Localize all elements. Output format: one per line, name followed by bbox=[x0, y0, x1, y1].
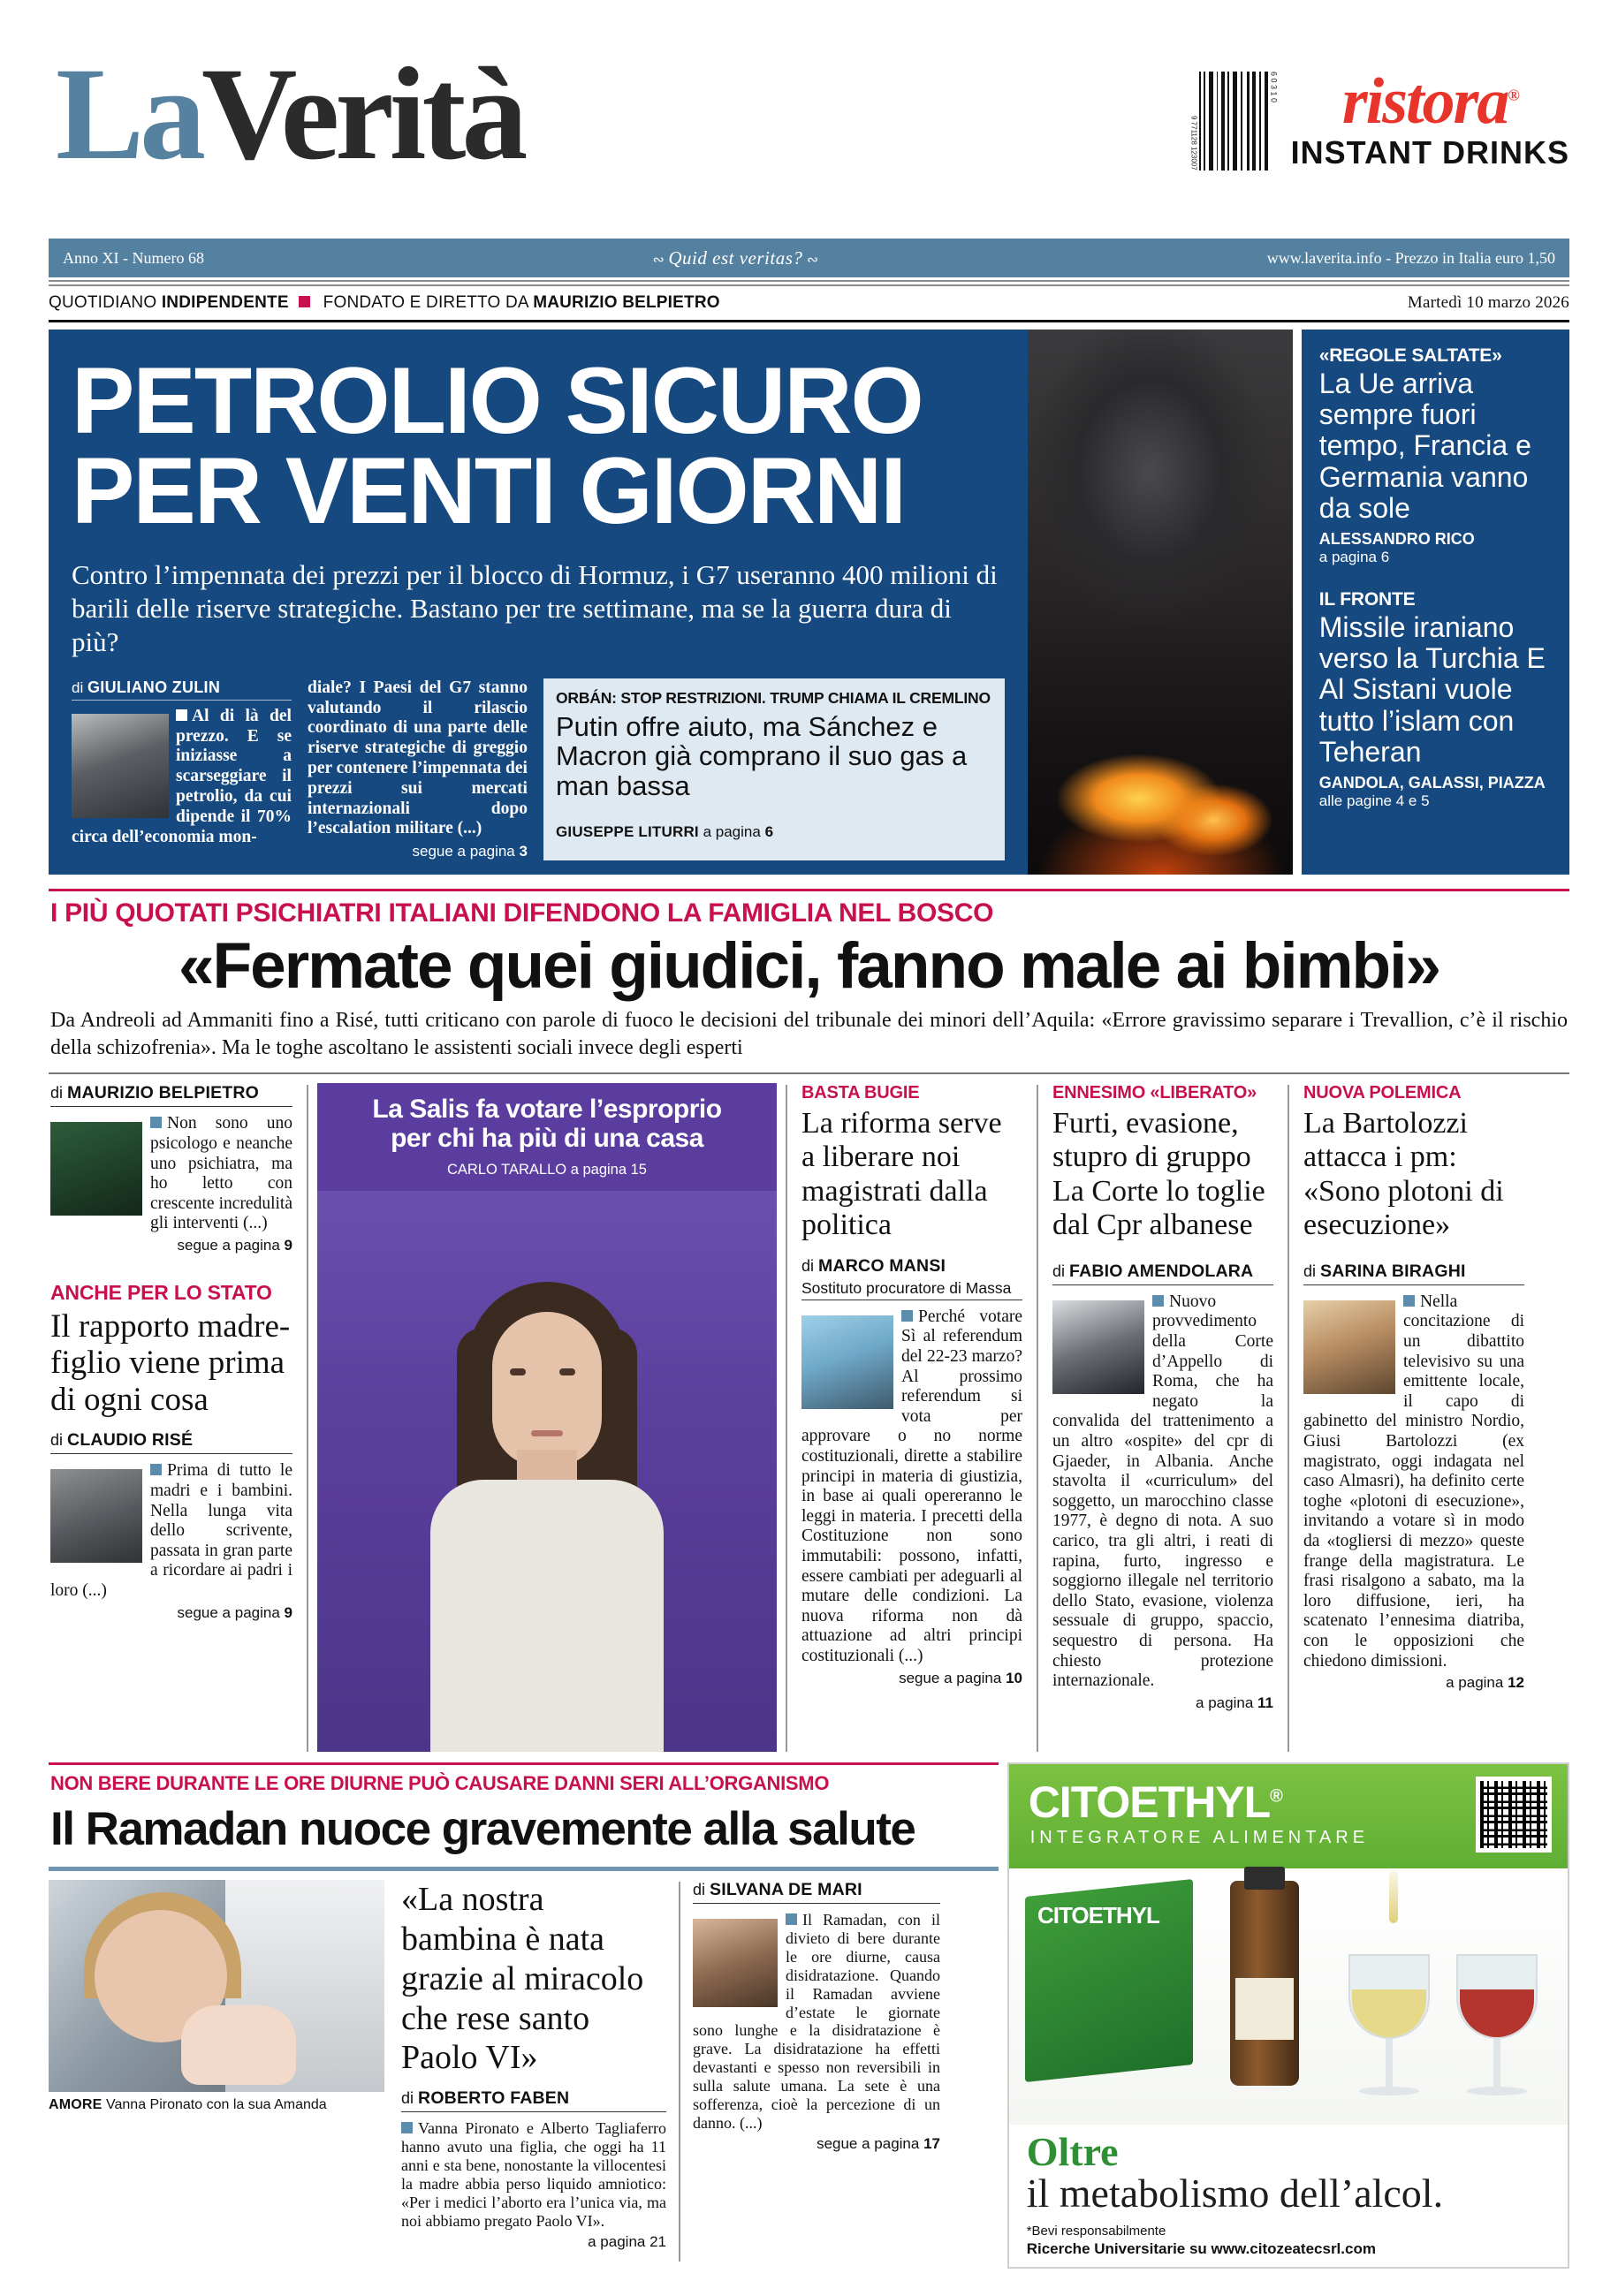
mansi-headline[interactable]: La riforma serve a liberare noi magistrati dalla politica bbox=[801, 1107, 1002, 1241]
author-photo-biraghi bbox=[1303, 1300, 1395, 1394]
lead-col-left bbox=[72, 678, 292, 861]
ristora-ad[interactable] bbox=[1290, 65, 1569, 171]
rules-group bbox=[49, 280, 1569, 286]
mansi-byline-pre: di bbox=[801, 1256, 815, 1275]
column-biraghi bbox=[1289, 1083, 1538, 1752]
motto: Quid est veritas? bbox=[668, 246, 803, 269]
newspaper-logo[interactable] bbox=[49, 41, 524, 187]
masthead bbox=[49, 0, 1569, 239]
caption-label: AMORE bbox=[49, 2097, 103, 2113]
salis-headline-line1: La Salis fa votare l’esproprio bbox=[372, 1095, 722, 1125]
wine-glass-white bbox=[1336, 1954, 1442, 2109]
pour-stream-icon bbox=[1389, 1870, 1398, 1923]
biraghi-segue[interactable] bbox=[1303, 1674, 1524, 1692]
miracle-col bbox=[401, 1880, 666, 2262]
rule-blue-sec3 bbox=[49, 1867, 999, 1871]
side-a-author: ALESSANDRO RICO bbox=[1318, 529, 1475, 548]
mansi-body bbox=[801, 1307, 1022, 1667]
rise-segue[interactable] bbox=[50, 1604, 292, 1622]
registered-icon: ® bbox=[1270, 1786, 1282, 1807]
bullet-square-icon bbox=[401, 2122, 413, 2133]
lead-byline bbox=[72, 678, 292, 701]
demari-author: SILVANA DE MARI bbox=[710, 1880, 862, 1900]
sec3-columns bbox=[49, 1880, 999, 2262]
bullet-square-icon bbox=[176, 709, 187, 721]
swirl-right-icon: ∾ bbox=[806, 252, 819, 268]
ristora-wordmark bbox=[1291, 65, 1569, 138]
motto-wrap bbox=[652, 247, 818, 269]
qr-code[interactable] bbox=[1476, 1777, 1552, 1853]
column-salis[interactable] bbox=[308, 1083, 786, 1752]
rise-segue-label: segue a pagina bbox=[177, 1603, 280, 1621]
dek-pre: QUOTIDIANO bbox=[49, 293, 157, 312]
masthead-right bbox=[1189, 55, 1569, 171]
caption-text: Vanna Pironato con la sua Amanda bbox=[106, 2097, 327, 2113]
rise-body bbox=[50, 1461, 292, 1601]
side-a-credit[interactable] bbox=[1319, 530, 1553, 566]
author-photo-mansi bbox=[801, 1315, 893, 1409]
sec2-kicker: I PIÙ QUOTATI PSICHIATRI ITALIANI DIFENDONO LA FAMIGLIA NEL BOSCO bbox=[50, 898, 994, 928]
side-b-headline[interactable]: Missile iraniano verso la Turchia E Al Sistani vuole tutto l’islam con Teheran bbox=[1318, 610, 1546, 768]
demari-segue-label: segue a pagina bbox=[817, 2134, 920, 2152]
ad-fineprint-1: *Bevi responsabilmente bbox=[1026, 2223, 1166, 2239]
amendolara-segue-page: 11 bbox=[1257, 1694, 1273, 1711]
orban-box[interactable] bbox=[543, 678, 1005, 861]
side-a-headline[interactable]: La Ue arriva sempre fuori tempo, Francia e Germania vanno da sole bbox=[1318, 368, 1531, 524]
byline-author: GIULIANO ZULIN bbox=[87, 678, 221, 696]
ad-claim-line1: Oltre bbox=[1026, 2129, 1119, 2175]
amendolara-segue[interactable] bbox=[1052, 1694, 1273, 1712]
lead-body-2 bbox=[308, 678, 528, 840]
product-bottle bbox=[1230, 1881, 1299, 2086]
salis-banner bbox=[317, 1083, 777, 1191]
sec2-standfirst: Da Andreoli ad Ammaniti fino a Risé, tutti criticano con parole di fuoco le decisioni del tribunale dei minori dell’Aquila: «Errore gravissimo separare i Trevallion, c’è il rischio della schizofrenia». Ma le toghe ascoltano le assistenti sociali invece degli esperti bbox=[50, 1009, 1568, 1060]
ad-claim-line2: il metabolismo dell’alcol. bbox=[1026, 2171, 1444, 2216]
faben-byline-pre: di bbox=[401, 2089, 414, 2108]
demari-segue[interactable] bbox=[693, 2135, 940, 2153]
biraghi-body-text: Nella concitazione di un dibattito televisivo su una emittente locale, il capo di gabinetto del ministro Nordio, Giusi Bartolozzi (ex magistrato, oggi indagata nel caso Almasri), ha definito certe toghe «plotoni di esecuzione», invitando a votare sì in modo da «togliersi di mezzo» queste frange della magistratura. Le frasi risalgono a sabato, ma la loro diffusione, ieri, ha scatenato l’ennesima diatriba, con le opposizioni che chiedono dimissioni. bbox=[1303, 1292, 1524, 1671]
faben-body bbox=[401, 2119, 666, 2230]
rise-byline-pre: di bbox=[50, 1431, 64, 1450]
salis-photo bbox=[317, 1191, 777, 1752]
demari-body-text: Il Ramadan, con il divieto di bere durante le ore diurne, causa disidratazione. Quando il Ramadan avviene d’estate le giornate sono lunghe e la disidratazione è grave. La disidratazione ha effetti devastanti e spesso non reversibili in sulla salute umana. La sete è una sofferenza, cioè la percezione di un danno. (...) bbox=[693, 1911, 940, 2132]
logo-la: La bbox=[56, 41, 202, 187]
biraghi-headline[interactable]: La Bartolozzi attacca i pm: «Sono plotoni di esecuzione» bbox=[1303, 1107, 1504, 1241]
logo-verita: Verità bbox=[201, 41, 524, 187]
section-psychiatrists bbox=[49, 889, 1569, 1752]
section-ramadan bbox=[49, 1762, 1569, 2269]
barcode bbox=[1189, 72, 1279, 171]
publication-date: Martedì 10 marzo 2026 bbox=[1407, 293, 1569, 312]
author-photo-amendolara bbox=[1052, 1300, 1144, 1394]
ad-brand-text: CITOETHYL bbox=[1028, 1777, 1271, 1828]
salis-author: CARLO TARALLO bbox=[447, 1162, 567, 1178]
lead-headline bbox=[72, 347, 1005, 543]
lead-body-text-2: diale? I Paesi del G7 stanno valutando il rilascio coordinato di una parte delle riserve strategiche di greggio per contenere l’impennata dei prezzi sui mercati internazionali dopo l’escalation militare (...) bbox=[307, 678, 528, 838]
ad-product-image bbox=[1009, 1868, 1568, 2125]
swirl-left-icon: ∾ bbox=[652, 252, 665, 268]
ristora-brand-text: ristora bbox=[1341, 65, 1508, 138]
lead-headline-line2: PER VENTI GIORNI bbox=[72, 436, 906, 543]
dek-mid: FONDATO E DIRETTO DA bbox=[323, 293, 528, 312]
biraghi-kicker: NUOVA POLEMICA bbox=[1303, 1083, 1462, 1103]
side-b-author: GANDOLA, GALASSI, PIAZZA bbox=[1318, 773, 1546, 792]
bullet-square-icon bbox=[150, 1464, 162, 1475]
salis-page: a pagina 15 bbox=[570, 1162, 647, 1178]
biraghi-body bbox=[1303, 1292, 1524, 1672]
rise-kicker: ANCHE PER LO STATO bbox=[50, 1281, 272, 1305]
barcode-digits: 9 771128 123007 bbox=[1189, 116, 1198, 171]
belpietro-segue[interactable] bbox=[50, 1237, 292, 1254]
salis-headline bbox=[328, 1095, 766, 1153]
dek-director: MAURIZIO BELPIETRO bbox=[533, 293, 720, 312]
rule-thin-sec2 bbox=[49, 1072, 1569, 1074]
amendolara-headline[interactable]: Furti, evasione, stupro di gruppo La Corte lo toglie dal Cpr albanese bbox=[1052, 1107, 1265, 1241]
issue-number: Anno XI - Numero 68 bbox=[63, 248, 204, 267]
mansi-segue[interactable] bbox=[801, 1670, 1022, 1687]
dek-bar bbox=[49, 286, 1569, 320]
ramadan-photo-col bbox=[49, 1880, 389, 2262]
side-a-page: a pagina 6 bbox=[1318, 548, 1390, 565]
side-b-credit[interactable] bbox=[1319, 774, 1553, 810]
sec2-headline[interactable]: «Fermate quei giudici, fanno male ai bimbi» bbox=[178, 930, 1440, 1002]
faben-page[interactable]: a pagina 21 bbox=[588, 2232, 666, 2250]
lead-side-column bbox=[1302, 330, 1569, 875]
amendolara-body-text: Nuovo provvedimento della Corte d’Appello di Roma, che ha negato la convalida del trattenimento a un altro «ospite» del cpr di Gjaeder, in Albania. Anche stavolta il «curriculum» del soggetto, un marocchino classe 1977, è degno di nota. A suo carico, tra gli altri, i reati di rapina, furto, ingresso e soggiorno illegale nel territorio dello Stato, evasione, violenza sessuale di gruppo, spaccio, sequestro di persona. Ha chiesto protezione internazionale. bbox=[1052, 1292, 1273, 1691]
mansi-kicker: BASTA BUGIE bbox=[801, 1083, 920, 1103]
mansi-body-text: Perché votare Sì al referendum del 22-23 marzo? Al prossimo referendum si vota per approvare o no norme costituzionali, dirette a stabilire principi in materia di giustizia, in base ai quali opereranno le leggi in materia. I precetti della Costituzione non sono immutabili: possono, infatti, essere cambiati per adeguarli al mutare delle condizioni. La nuova riforma non dà attuazione ad altri principi costituzionali (...) bbox=[801, 1307, 1022, 1666]
byline-pre: di bbox=[72, 678, 84, 696]
ramadan-left bbox=[49, 1762, 999, 2269]
sec3-headline[interactable]: Il Ramadan nuoce gravemente alla salute bbox=[50, 1803, 915, 1856]
rise-body-text: Prima di tutto le madri e i bambini. Nella lunga vita dello scrivente, passata in gran parte a ricordare ai padri i loro (...) bbox=[50, 1461, 292, 1600]
biraghi-byline-pre: di bbox=[1303, 1262, 1317, 1280]
dek-independent: INDIPENDENTE bbox=[161, 293, 289, 312]
amendolara-author: FABIO AMENDOLARA bbox=[1069, 1261, 1254, 1281]
orban-credit[interactable] bbox=[556, 823, 992, 841]
lead-subhead: Contro l’impennata dei prezzi per il blocco di Hormuz, i G7 useranno 400 milioni di barili delle riserve strategiche. Bastano per tre settimane, ma se la guerra dura di più? bbox=[72, 559, 998, 657]
ad-fineprint-2[interactable]: Ricerche Universitarie su www.citozeatecsrl.com bbox=[1026, 2239, 1376, 2257]
belpietro-body-text: Non sono uno psicologo e neanche uno psichiatra, ma ho letto con crescente incredulità gli interventi (...) bbox=[150, 1114, 292, 1233]
mansi-byline bbox=[801, 1256, 1022, 1279]
barcode-top-digits: 6 0 3 1 0 bbox=[1269, 72, 1279, 103]
demari-byline bbox=[693, 1880, 940, 1904]
red-square-icon bbox=[299, 296, 310, 307]
rise-byline bbox=[50, 1430, 292, 1454]
side-b-kicker: IL FRONTE bbox=[1318, 588, 1416, 610]
side-b-page: alle pagine 4 e 5 bbox=[1318, 792, 1430, 809]
ad-footer bbox=[1009, 2125, 1568, 2267]
belpietro-body bbox=[50, 1114, 292, 1234]
lead-photo-fire bbox=[1028, 330, 1293, 875]
lead-main[interactable] bbox=[49, 330, 1028, 875]
lead-headline-line1: PETROLIO SICURO bbox=[72, 347, 923, 453]
wine-glass-red bbox=[1444, 1954, 1550, 2109]
mansi-author: MARCO MANSI bbox=[818, 1255, 946, 1276]
orban-page-label: a pagina bbox=[703, 823, 761, 841]
product-box-label: CITOETHYL bbox=[1037, 1902, 1159, 1929]
lead-segue-page: 3 bbox=[519, 843, 528, 860]
rise-author: CLAUDIO RISÉ bbox=[67, 1430, 194, 1451]
demari-col bbox=[693, 1880, 940, 2262]
rise-segue-page: 9 bbox=[284, 1603, 292, 1621]
demari-segue-page: 17 bbox=[923, 2134, 940, 2152]
side-a-kicker: «REGOLE SALTATE» bbox=[1318, 345, 1502, 366]
lead-col-right bbox=[308, 678, 528, 861]
photo-caption bbox=[49, 2097, 389, 2113]
rise-headline[interactable]: Il rapporto madre-figlio viene prima di ogni cosa bbox=[50, 1308, 291, 1418]
orban-headline: Putin offre aiuto, ma Sánchez e Macron già comprano il suo gas a man bassa bbox=[555, 710, 968, 801]
column-mansi bbox=[787, 1083, 1037, 1752]
salis-headline-line2: per chi ha più di una casa bbox=[391, 1123, 703, 1153]
orban-kicker: ORBÁN: STOP RESTRIZIONI. TRUMP CHIAMA IL CREMLINO bbox=[555, 688, 991, 707]
biraghi-author: SARINA BIRAGHI bbox=[1320, 1261, 1466, 1281]
sec3-kicker: NON BERE DURANTE LE ORE DIURNE PUÒ CAUSARE DANNI SERI ALL’ORGANISMO bbox=[50, 1772, 830, 1795]
author-photo-demari bbox=[693, 1919, 778, 2007]
registered-icon: ® bbox=[1508, 86, 1518, 104]
column-belpietro bbox=[49, 1083, 307, 1752]
salis-portrait bbox=[414, 1257, 680, 1752]
ad-subtitle: INTEGRATORE ALIMENTARE bbox=[1029, 1828, 1370, 1848]
orban-page: 6 bbox=[764, 823, 774, 841]
demari-byline-pre: di bbox=[693, 1881, 706, 1899]
belpietro-segue-label: segue a pagina bbox=[177, 1237, 280, 1254]
ad-claim bbox=[1026, 2129, 1550, 2216]
faben-author: ROBERTO FABEN bbox=[418, 2088, 570, 2109]
bullet-square-icon bbox=[901, 1310, 913, 1322]
amendolara-byline-pre: di bbox=[1052, 1262, 1066, 1280]
mansi-segue-label: segue a pagina bbox=[899, 1669, 1002, 1686]
lead-story-block bbox=[49, 330, 1569, 875]
bullet-square-icon bbox=[1152, 1295, 1164, 1307]
amendolara-segue-label: a pagina bbox=[1196, 1694, 1254, 1711]
lead-body-text-1: Al di là del prezzo. E se iniziasse a scarseggiare il petrolio, da cui dipende il 70% circa dell’economia mon- bbox=[72, 706, 292, 846]
miracle-photo bbox=[49, 1880, 384, 2092]
lead-segue[interactable] bbox=[308, 843, 528, 860]
demari-body bbox=[693, 1911, 940, 2133]
biraghi-segue-page: 12 bbox=[1508, 1674, 1524, 1692]
biraghi-segue-label: a pagina bbox=[1446, 1674, 1504, 1692]
ristora-tagline: INSTANT DRINKS bbox=[1290, 134, 1569, 171]
amendolara-byline bbox=[1052, 1262, 1273, 1285]
bullet-square-icon bbox=[1403, 1295, 1415, 1307]
mansi-role: Sostituto procuratore di Massa bbox=[801, 1279, 1022, 1300]
author-photo-rise bbox=[50, 1469, 142, 1563]
faben-body-text: Vanna Pironato e Alberto Tagliaferro hanno avuto una figlia, che oggi ha 11 anni e sta bene, nonostante la villocentesi la madre abbia perso liquido amniotico: «Per i medici l’aborto era l’unica via, ma noi abbiamo pregato Paolo VI». bbox=[401, 2119, 666, 2230]
amendolara-kicker: ENNESIMO «LIBERATO» bbox=[1052, 1083, 1257, 1103]
author-photo-zulin bbox=[72, 714, 169, 818]
sec2-columns bbox=[49, 1083, 1569, 1752]
website-price[interactable]: www.laverita.info - Prezzo in Italia euro 1,50 bbox=[1266, 248, 1555, 267]
bullet-square-icon bbox=[150, 1117, 162, 1128]
belpietro-byline bbox=[50, 1083, 292, 1107]
column-amendolara bbox=[1038, 1083, 1288, 1752]
miracle-headline[interactable]: «La nostra bambina è nata grazie al miracolo che rese santo Paolo VI» bbox=[401, 1881, 644, 2077]
product-box bbox=[1025, 1879, 1193, 2082]
divider-5 bbox=[679, 1882, 680, 2262]
faben-byline bbox=[401, 2088, 666, 2112]
mansi-segue-page: 10 bbox=[1006, 1669, 1022, 1686]
fire-image bbox=[1028, 330, 1293, 875]
biraghi-byline bbox=[1303, 1262, 1524, 1285]
amendolara-body bbox=[1052, 1292, 1273, 1692]
bullet-square-icon bbox=[786, 1913, 797, 1925]
belpietro-segue-page: 9 bbox=[284, 1237, 292, 1254]
ad-header bbox=[1009, 1764, 1568, 1868]
citoethyl-ad[interactable] bbox=[1007, 1762, 1569, 2269]
lead-segue-label: segue a pagina bbox=[412, 843, 515, 860]
salis-credit[interactable] bbox=[328, 1162, 766, 1178]
dek-left bbox=[49, 293, 720, 313]
issue-infobar bbox=[49, 239, 1569, 277]
belpietro-byline-pre: di bbox=[50, 1084, 64, 1103]
lead-body-1 bbox=[72, 707, 292, 848]
lead-columns bbox=[72, 678, 1005, 861]
author-photo-belpietro bbox=[50, 1122, 142, 1216]
rule-black bbox=[49, 320, 1569, 322]
orban-author: GIUSEPPE LITURRI bbox=[555, 823, 699, 841]
belpietro-author: MAURIZIO BELPIETRO bbox=[67, 1083, 260, 1103]
